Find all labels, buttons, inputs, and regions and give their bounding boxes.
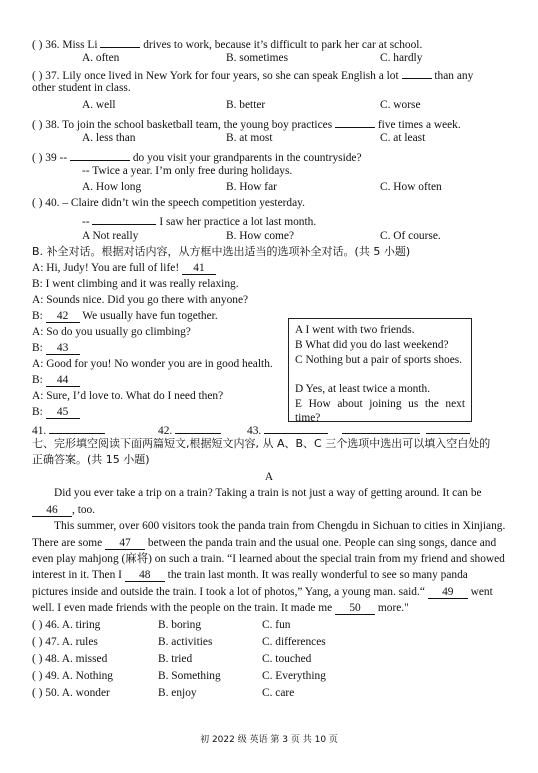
- dialogue-line-4-speaker: B:: [32, 310, 43, 322]
- q38-option-b[interactable]: B. at most: [226, 132, 273, 144]
- question-40-reply: [82, 214, 316, 228]
- q40-option-c[interactable]: C. Of course.: [380, 230, 441, 242]
- question-38: [32, 117, 520, 131]
- passage-line-8-post: more.": [377, 602, 409, 614]
- dialogue-line-8-speaker: B:: [32, 374, 43, 386]
- q48-option-b[interactable]: B. tried: [158, 653, 193, 665]
- blank-44[interactable]: 44: [46, 375, 80, 387]
- box-option-c: C Nothing but a pair of sports shoes.: [295, 354, 463, 366]
- passage-line-4: [32, 538, 520, 550]
- passage-line-1: Did you ever take a trip on a train? Taking a train is not just a way of getting around. It can be: [54, 487, 482, 499]
- q39-option-a[interactable]: A. How long: [82, 181, 142, 193]
- q38-option-a[interactable]: A. less than: [82, 132, 136, 144]
- q49-option-c[interactable]: C. Everything: [262, 670, 326, 682]
- q46-option-a[interactable]: ( ) 46. A. tiring: [32, 619, 101, 631]
- passage-line-8: [32, 603, 520, 615]
- q48-option-a[interactable]: ( ) 48. A. missed: [32, 653, 108, 665]
- q50-option-b[interactable]: B. enjoy: [158, 687, 197, 699]
- passage-line-7: [32, 587, 520, 599]
- question-39-blank[interactable]: [70, 150, 130, 161]
- answer-42-blank[interactable]: [175, 423, 221, 434]
- q47-option-a[interactable]: ( ) 47. A. rules: [32, 636, 98, 648]
- answer-41: [32, 423, 105, 437]
- dialogue-line-1-text: A: Hi, Judy! You are full of life!: [32, 262, 180, 274]
- passage-line-3: This summer, over 600 visitors took the panda train from Chengdu in Sichuan to cities in Xinjiang.: [54, 520, 506, 532]
- question-36: [32, 37, 520, 51]
- passage-line-7-post: went: [470, 586, 493, 598]
- blank-43[interactable]: 43: [46, 343, 80, 355]
- dialogue-line-1: [32, 263, 520, 275]
- options-box: [288, 318, 472, 422]
- q39-option-c[interactable]: C. How often: [380, 181, 442, 193]
- box-option-e: E How about joining us the next time?: [295, 398, 465, 424]
- page-footer: 初 2022 级 英语 第 3 页 共 10 页: [200, 735, 338, 745]
- section-7-heading: 七、完形填空阅读下面两篇短文,根据短文内容, 从 A、B、C 三个选项中选出可以填入空白处的: [32, 437, 491, 450]
- question-39-reply: -- Twice a year. I’m only free during holidays.: [82, 165, 293, 177]
- question-40-blank[interactable]: [92, 214, 156, 225]
- answer-42: [158, 423, 221, 437]
- question-36-number: ( ) 36. Miss Li: [32, 39, 98, 51]
- passage-line-2-text: , too.: [72, 504, 96, 516]
- q40-option-b[interactable]: B. How come?: [226, 230, 295, 242]
- q50-option-c[interactable]: C. care: [262, 687, 295, 699]
- dialogue-line-7: A: Good for you! No wonder you are in good health.: [32, 358, 273, 370]
- question-36-stem: drives to work, because it’s difficult to park her car at school.: [143, 39, 423, 51]
- q37-option-b[interactable]: B. better: [226, 99, 266, 111]
- q36-option-c[interactable]: C. hardly: [380, 52, 423, 64]
- q50-option-a[interactable]: ( ) 50. A. wonder: [32, 687, 110, 699]
- box-option-d: D Yes, at least twice a month.: [295, 383, 431, 395]
- passage-line-6-post: the train last month. It was really wonderful to see so many panda: [167, 569, 468, 581]
- blank-42[interactable]: 42: [46, 311, 80, 323]
- question-37: [32, 68, 520, 82]
- section-7-heading-continued: 正确答案。(共 15 小题): [32, 453, 150, 466]
- blank-48[interactable]: 48: [125, 570, 165, 582]
- blank-46[interactable]: 46: [32, 505, 72, 517]
- q40-option-a[interactable]: A Not really: [82, 230, 139, 242]
- q36-option-a[interactable]: A. often: [82, 52, 120, 64]
- question-36-blank[interactable]: [100, 37, 140, 48]
- passage-line-7-pre: pictures inside and outside the train. I took a lot of photos,” Yang, a young man. said.“: [32, 586, 425, 598]
- question-40: ( ) 40. – Claire didn’t win the speech competition yesterday.: [32, 197, 305, 209]
- dialogue-line-6-speaker: B:: [32, 342, 43, 354]
- box-option-b: B What did you do last weekend?: [295, 339, 449, 351]
- blank-47[interactable]: 47: [105, 538, 145, 550]
- q36-option-b[interactable]: B. sometimes: [226, 52, 289, 64]
- question-37-blank[interactable]: [402, 68, 432, 79]
- dialogue-line-10-speaker: B:: [32, 406, 43, 418]
- blank-45[interactable]: 45: [46, 407, 80, 419]
- q38-option-c[interactable]: C. at least: [380, 132, 426, 144]
- question-40-reply-dash: --: [82, 216, 90, 228]
- question-40-reply-text: I saw her practice a lot last month.: [159, 216, 317, 228]
- q49-option-a[interactable]: ( ) 49. A. Nothing: [32, 670, 113, 682]
- blank-49[interactable]: 49: [428, 587, 468, 599]
- passage-a-label: A: [264, 471, 274, 483]
- q47-option-b[interactable]: B. activities: [158, 636, 213, 648]
- question-38-number: ( ) 38. To join the school basketball team, the young boy practices: [32, 119, 333, 131]
- answer-42-label: 42.: [158, 425, 173, 437]
- passage-line-4-pre: There are some: [32, 537, 103, 549]
- passage-line-6-pre: interest in it. Then I: [32, 569, 122, 581]
- passage-line-2: [32, 505, 520, 517]
- question-39-number: ( ) 39 --: [32, 152, 68, 164]
- q49-option-b[interactable]: B. Something: [158, 670, 221, 682]
- question-37-continued: other student in class.: [32, 82, 131, 94]
- question-39-stem-b: do you visit your grandparents in the countryside?: [132, 152, 362, 164]
- answer-41-blank[interactable]: [49, 423, 105, 434]
- question-39: [32, 150, 520, 164]
- dialogue-line-2: B: I went climbing and it was really relaxing.: [32, 278, 239, 290]
- box-option-a: A I went with two friends.: [295, 324, 415, 336]
- q46-option-b[interactable]: B. boring: [158, 619, 202, 631]
- blank-41[interactable]: 41: [182, 263, 216, 275]
- dialogue-line-9: A: Sure, I’d love to. What do I need then?: [32, 390, 224, 402]
- question-37-stem-b: than any: [434, 70, 474, 82]
- passage-line-5: even play mahjong (麻将) on such a train. “I learned about the special train from my friend and showed: [32, 553, 505, 565]
- q37-option-a[interactable]: A. well: [82, 99, 116, 111]
- q37-option-c[interactable]: C. worse: [380, 99, 421, 111]
- q47-option-c[interactable]: C. differences: [262, 636, 326, 648]
- question-38-blank[interactable]: [335, 117, 375, 128]
- dialogue-line-3: A: Sounds nice. Did you go there with anyone?: [32, 294, 249, 306]
- blank-50[interactable]: 50: [335, 603, 375, 615]
- dialogue-line-5: A: So do you usually go climbing?: [32, 326, 191, 338]
- answer-43-label: 43.: [247, 425, 262, 437]
- question-37-number: ( ) 37. Lily once lived in New York for four years, so she can speak English a lot: [32, 70, 399, 82]
- answer-41-label: 41.: [32, 425, 47, 437]
- q46-option-c[interactable]: C. fun: [262, 619, 291, 631]
- q48-option-c[interactable]: C. touched: [262, 653, 312, 665]
- dialogue-line-4-text: We usually have fun together.: [82, 310, 218, 322]
- passage-line-4-post: between the panda train and the usual one. People can sing songs, dance and: [147, 537, 497, 549]
- q39-option-b[interactable]: B. How far: [226, 181, 277, 193]
- section-b-heading: B. 补全对话。根据对话内容，从方框中选出适当的选项补全对话。(共 5 小题): [32, 245, 411, 258]
- passage-line-8-pre: well. I even made friends with the people on the train. It made me: [32, 602, 333, 614]
- passage-line-6: [32, 570, 520, 582]
- question-38-stem-b: five times a week.: [377, 119, 461, 131]
